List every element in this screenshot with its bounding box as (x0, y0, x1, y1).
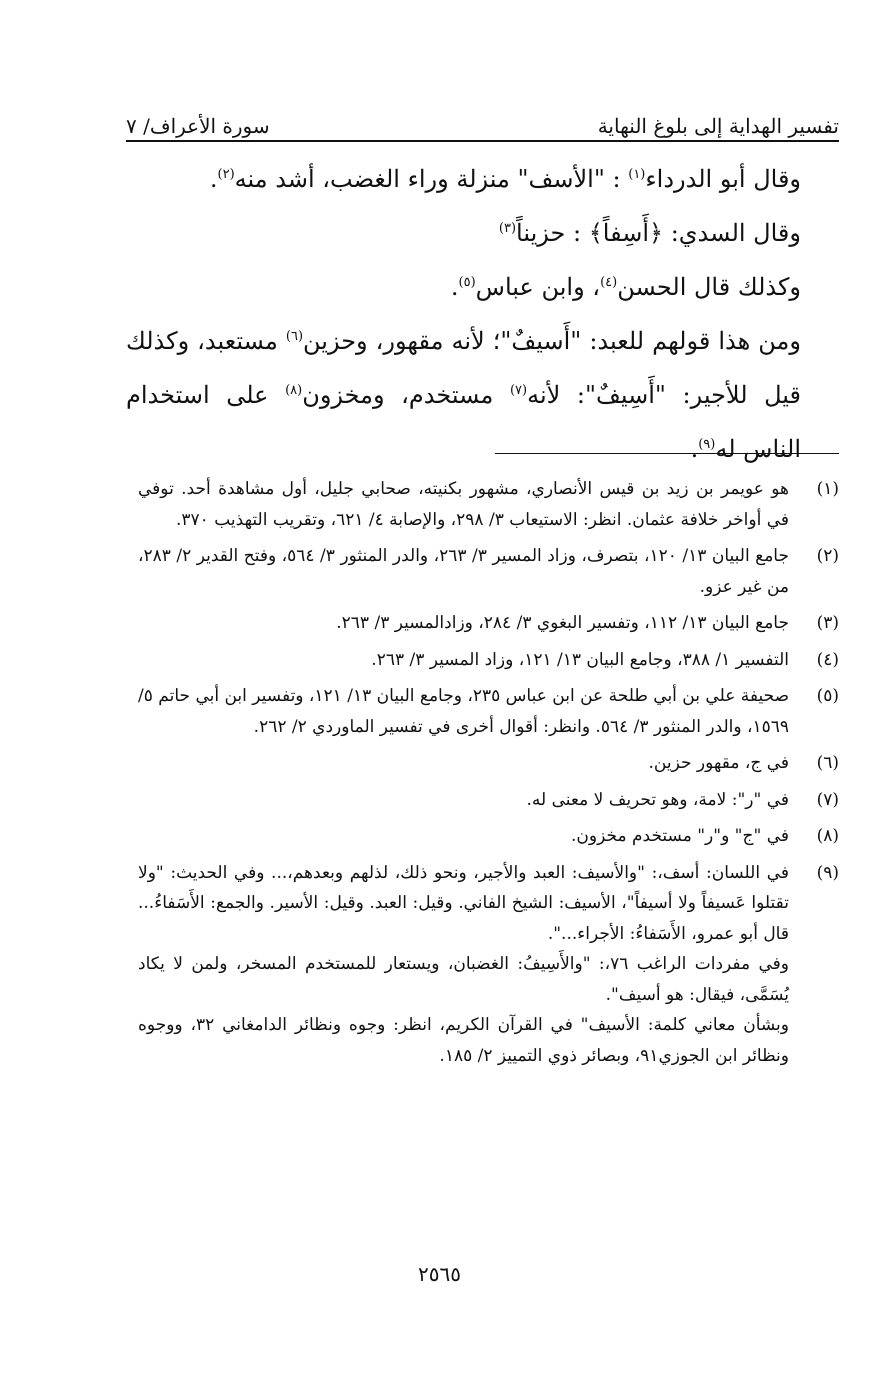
header-rule (126, 140, 839, 142)
footnote-ref: (٩) (698, 437, 716, 452)
main-paragraph-3: وكذلك قال الحسن$^{(٤)}$، وابن عباس$^{(٥)}$. (450, 273, 801, 301)
footnote-ref: (٨) (285, 383, 303, 398)
footnote (138, 858, 839, 1072)
main-text (126, 152, 839, 476)
footnote-paragraph: في اللسان: أسف،: "والأسيف: العبد والأجير، ونحو ذلك، لذلهم وبعدهم،... وفي الحديث: "ولا تقتلوا عَسيفاً ولا أسيفاً"، الأسيف: الشيخ الفاني. وقيل: العبد. وقيل: الأسير. والجمع: الأَسَفاءُ... قال أبو عمرو، الأَسَفاءُ: الأجراء...". (138, 862, 789, 944)
footnote-text: صحيفة علي بن أبي طلحة عن ابن عباس ٢٣٥، وجامع البيان ١٣/ ١٢١، وتفسير ابن أبي حاتم ٥/ ١٥٦٩، والدر المنثور ٣/ ٥٦٤. وانظر: أقوال أخرى في تفسير الماوردي ٢/ ٢٦٢. (138, 686, 790, 737)
footnotes (138, 474, 839, 1077)
footnote (138, 541, 839, 602)
page-number: ٢٥٦٥ (418, 1262, 461, 1286)
footnote-number: (٧) (816, 789, 839, 810)
footnote-ref: (٦) (285, 329, 304, 344)
footnote-text: جامع البيان ١٣/ ١١٢، وتفسير البغوي ٣/ ٢٨٤، وزادالمسير ٣/ ٢٦٣. (336, 613, 789, 633)
footnote-number: (٦) (816, 753, 839, 773)
footnote-number: (٣) (816, 613, 839, 633)
footnote (138, 608, 839, 639)
footnote-ref: (٣) (498, 221, 517, 236)
footnote-paragraph: وفي مفردات الراغب ٧٦،: "والأَسِيفُ: الغضبان، ويستعار للمستخدم المسخر، ولمن لا يكاد يُسَمَّى، فيقال: هو أسيف". (138, 954, 789, 1005)
footnote-text: هو عويمر بن زيد بن قيس الأنصاري، مشهور بكنيته، صحابي جليل، أول مشاهدة أحد. توفي في أواخر خلافة عثمان. انظر: الاستيعاب ٣/ ٢٩٨، والإصابة ٤/ ٦٢١، وتقريب التهذيب ٣٧٠. (138, 479, 789, 530)
footnote (138, 748, 839, 779)
footnote (138, 645, 839, 676)
footnote-number: (١) (816, 479, 839, 499)
main-paragraph-4: ومن هذا قولهم للعبد: "أَسيفٌ"؛ لأنه مقهور، وحزين$^{(٦)}$ مستعبد، وكذلك قيل للأجير: "أَسِيفٌ": لأنه$^{(٧)}$ مستخدم، ومخزون$^{(٨)}$ على استخدام الناس له$^{(٩)}$. (126, 327, 802, 463)
footnote-number: (٩) (816, 862, 839, 883)
footnote-number: (٥) (816, 686, 839, 706)
footnote-ref: (٢) (217, 167, 235, 182)
running-header (126, 100, 839, 136)
footnote-number: (٢) (816, 546, 839, 566)
footnote-text: في "ج" و"ر" مستخدم مخزون. (571, 826, 789, 846)
footnote-ref: (٥) (458, 275, 476, 290)
footnote-separator (495, 453, 839, 454)
footnote-text (138, 858, 789, 1072)
footnote (138, 785, 839, 816)
footnote (138, 821, 839, 852)
footnote-text: التفسير ١/ ٣٨٨، وجامع البيان ١٣/ ١٢١، وزاد المسير ٣/ ٢٦٣. (371, 649, 789, 670)
footnote-ref: (٧) (509, 383, 528, 398)
footnote-text: في "ر": لامة، وهو تحريف لا معنى له. (526, 789, 789, 810)
footnote-number: (٨) (816, 826, 839, 846)
main-paragraph-2: وقال السدي: ﴿أَسِفاً﴾ : حزيناً$^{(٣)}$ (498, 219, 801, 247)
footnote (138, 681, 839, 742)
footnote (138, 474, 839, 535)
footnote-ref: (٤) (600, 275, 618, 290)
footnote-number: (٤) (816, 649, 839, 670)
footnote-text: جامع البيان ١٣/ ١٢٠، بتصرف، وزاد المسير ٣/ ٢٦٣، والدر المنثور ٣/ ٥٦٤، وفتح القدير ٢/ ٢٨٣، من غير عزو. (138, 546, 789, 597)
footnote-text: في ج، مقهور حزين. (648, 753, 789, 773)
footnote-ref: (١) (628, 167, 646, 182)
book-title: تفسير الهداية إلى بلوغ النهاية (597, 114, 839, 138)
footnote-paragraph: وبشأن معاني كلمة: الأسيف" في القرآن الكريم، انظر: وجوه ونظائر الدامغاني ٣٢، ووجوه ونظائر ابن الجوزي٩١، وبصائر ذوي التمييز ٢/ ١٨٥. (138, 1015, 789, 1066)
surah-label: سورة الأعراف/ ٧ (126, 114, 270, 138)
main-paragraph-1: وقال أبو الدرداء$^{(١)}$ : "الأسف" منزلة وراء الغضب، أشد منه$^{(٢)}$. (209, 165, 801, 193)
